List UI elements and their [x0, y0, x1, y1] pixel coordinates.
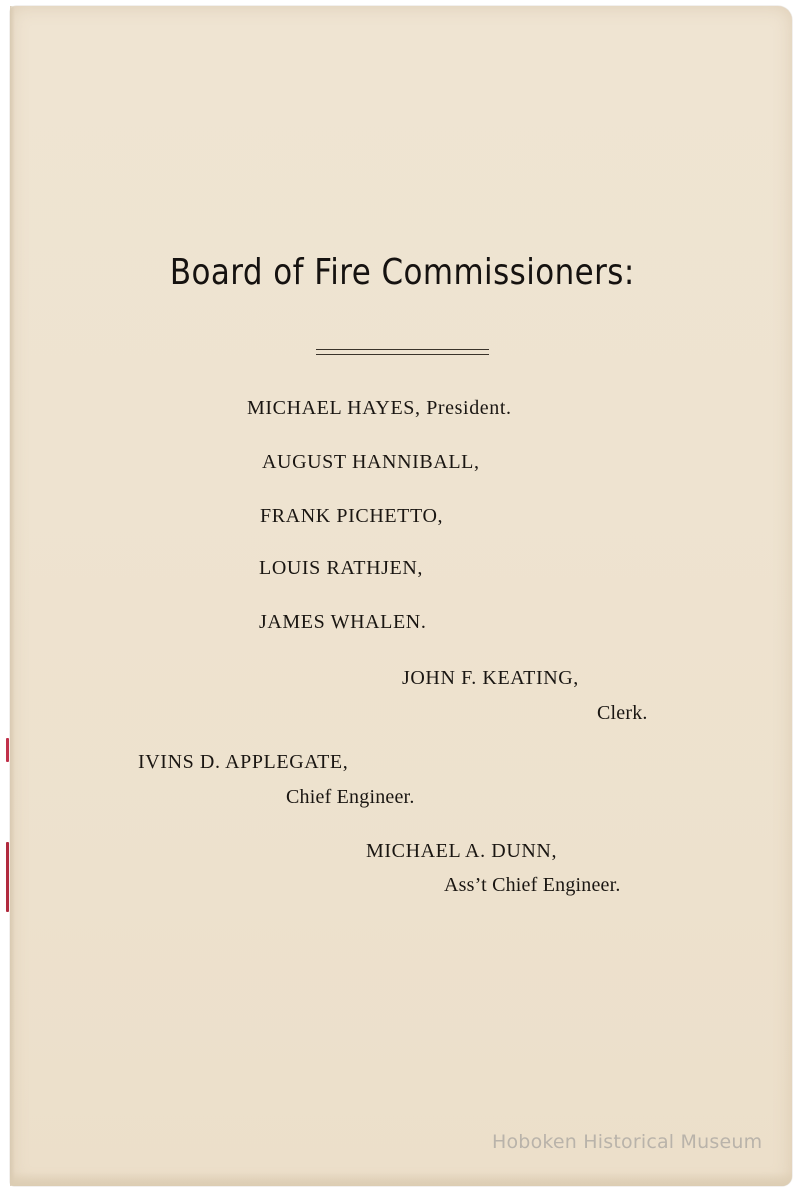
clerk-title: Clerk.: [597, 702, 648, 724]
commissioner-name: FRANK PICHETTO,: [260, 505, 444, 527]
title-divider-line: [316, 349, 489, 350]
chief-engineer-title: Chief Engineer.: [286, 786, 415, 808]
binding-thread-mark: [6, 842, 9, 912]
binding-thread-mark: [6, 738, 9, 762]
page-left-edge-shadow: [10, 6, 15, 1186]
assistant-chief-engineer-title: Ass’t Chief Engineer.: [444, 874, 621, 896]
commissioner-president: MICHAEL HAYES, President.: [247, 397, 512, 419]
page-bottom-edge-shadow: [10, 1172, 792, 1186]
commissioner-name: AUGUST HANNIBALL,: [262, 451, 480, 473]
clerk-name: JOHN F. KEATING,: [402, 667, 579, 689]
title-divider-line: [316, 354, 489, 355]
commissioner-name: LOUIS RATHJEN,: [259, 557, 423, 579]
paper-page: [10, 6, 792, 1186]
commissioner-name: JAMES WHALEN.: [259, 611, 427, 633]
page-title: Board of Fire Commissioners:: [169, 252, 635, 293]
museum-watermark: Hoboken Historical Museum: [492, 1131, 763, 1153]
assistant-chief-engineer-name: MICHAEL A. DUNN,: [366, 840, 558, 862]
chief-engineer-name: IVINS D. APPLEGATE,: [138, 751, 349, 773]
